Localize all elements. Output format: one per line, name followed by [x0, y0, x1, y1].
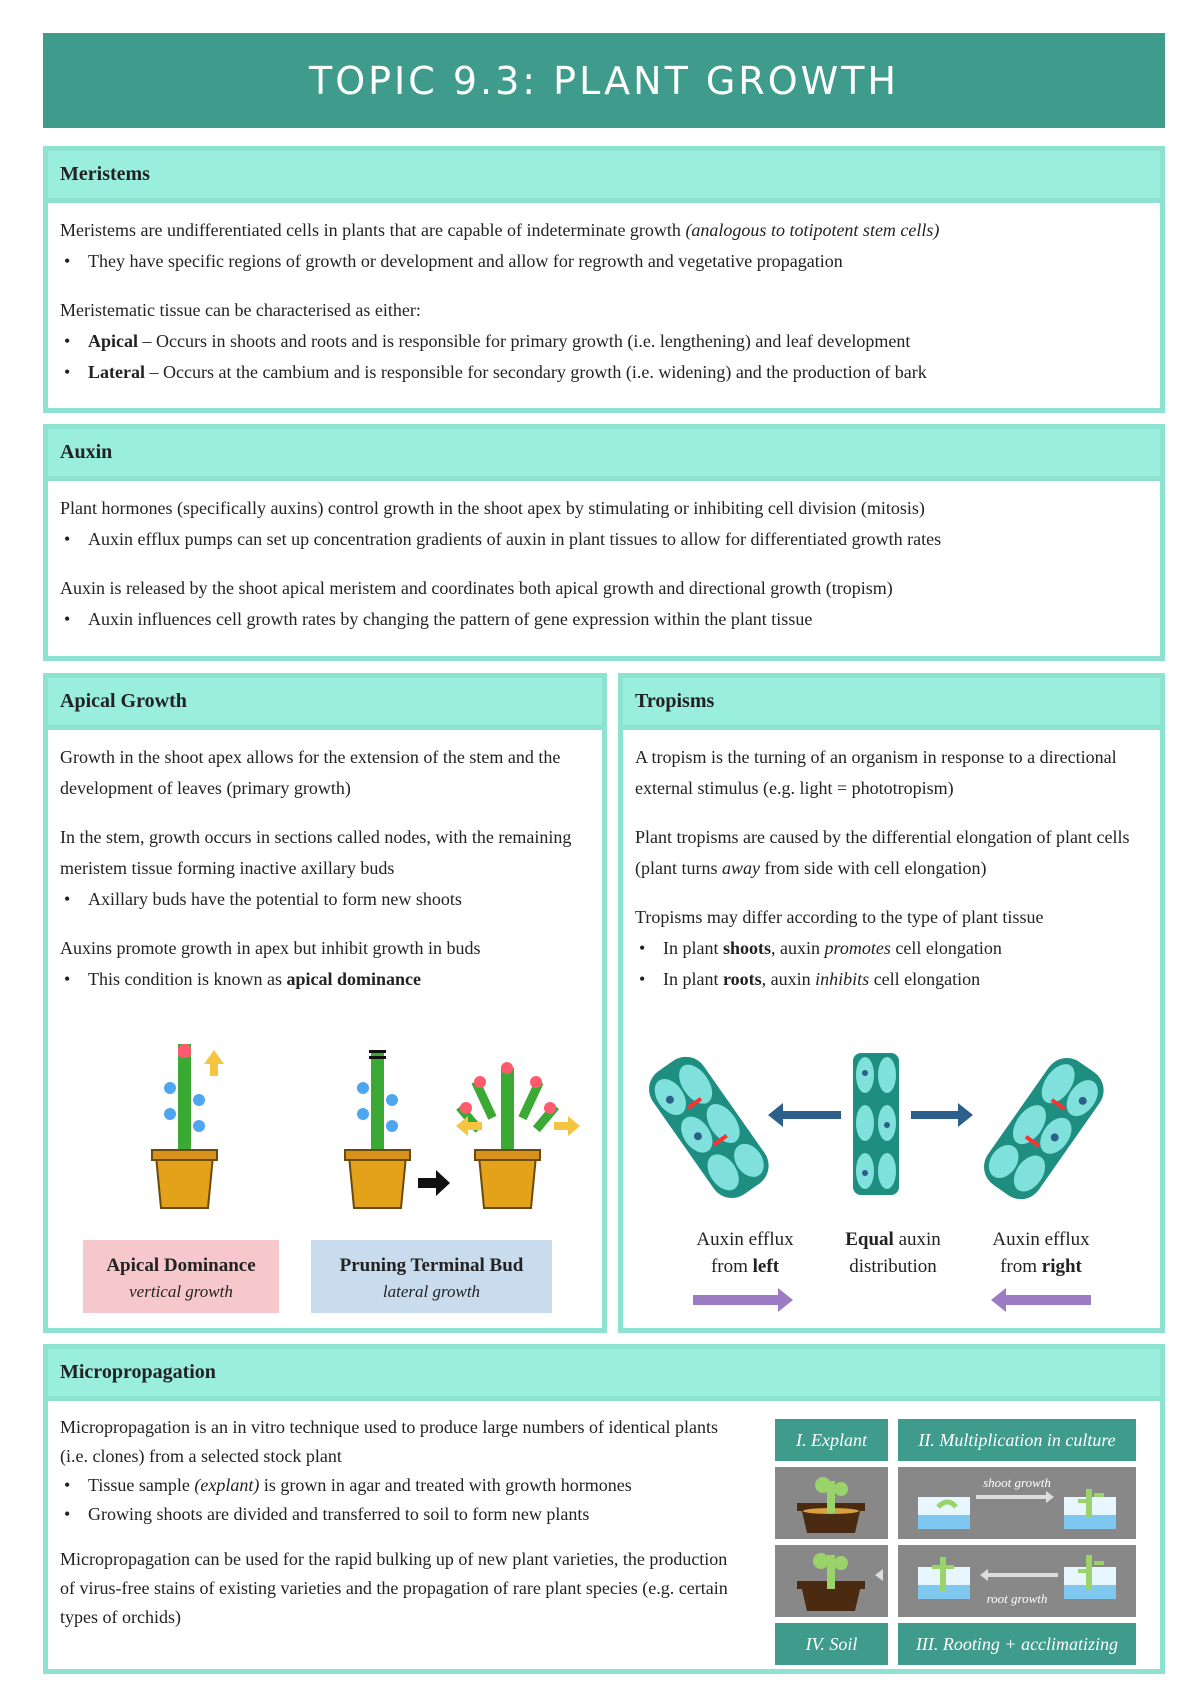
- page-title: TOPIC 9.3: PLANT GROWTH: [309, 58, 899, 103]
- auxin-bullet-1: • Auxin efflux pumps can set up concentration gradients of auxin in plant tissues to allow for differentiated growth rates: [60, 524, 1148, 555]
- arrow-right-icon: [911, 1103, 973, 1127]
- micro-bullet-1: • Tissue sample (explant) is grown in agar and treated with growth hormones: [60, 1471, 736, 1500]
- label-efflux-left: Auxin efflux from left: [696, 1229, 794, 1277]
- micro-bullet-2: • Growing shoots are divided and transferred to soil to form new plants: [60, 1500, 736, 1529]
- apical-dominance-subtitle: vertical growth: [129, 1282, 233, 1301]
- apical-p2: In the stem, growth occurs in sections called nodes, with the remaining meristem tissue forming inactive axillary buds: [60, 827, 572, 878]
- shoot-growth-label: shoot growth: [983, 1475, 1051, 1490]
- meristems-p2: Meristematic tissue can be characterised as either:: [60, 300, 421, 320]
- tropisms-panel: [618, 673, 1165, 1333]
- tropisms-bullet-roots: • In plant roots, auxin inhibits cell elongation: [635, 964, 1148, 995]
- arrow-right-icon: [418, 1170, 450, 1196]
- auxin-p2: Auxin is released by the shoot apical meristem and coordinates both apical growth and directional growth (tropism): [60, 578, 893, 598]
- pruning-terminal-bud-title: Pruning Terminal Bud: [339, 1255, 524, 1276]
- auxin-panel: [43, 424, 1165, 661]
- tropisms-bullet-shoots: • In plant shoots, auxin promotes cell elongation: [635, 933, 1148, 964]
- micropropagation-heading: Micropropagation: [48, 1349, 1160, 1401]
- apical-bullet-2: • This condition is known as apical dominance: [60, 964, 590, 995]
- label-equal-distribution: Equal auxin distribution: [845, 1229, 941, 1277]
- meristems-bullet-lateral: • Lateral – Occurs at the cambium and is responsible for secondary growth (i.e. widening) and the production of bark: [60, 357, 1148, 388]
- meristems-bullet-1: • They have specific regions of growth or development and allow for regrowth and vegetative propagation: [60, 246, 1148, 277]
- micro-p1: Micropropagation is an in vitro technique used to produce large numbers of identical plants (i.e. clones) from a selected stock plant: [60, 1417, 718, 1466]
- purple-arrows: [623, 1285, 1160, 1315]
- tropisms-p3: Tropisms may differ according to the type of plant tissue: [635, 907, 1044, 927]
- soil-image: [775, 1545, 888, 1617]
- auxin-heading: Auxin: [48, 429, 1160, 481]
- apical-p3: Auxins promote growth in apex but inhibit growth in buds: [60, 938, 481, 958]
- micro-p2: Micropropagation can be used for the rapid bulking up of new plant varieties, the production of virus-free stains of existing varieties and the propagation of rare plant species (e.g. certain types of orchids): [60, 1549, 728, 1627]
- meristems-p1: Meristems are undifferentiated cells in plants that are capable of indeterminate growth (analogous to totipotent stem cells): [60, 220, 940, 240]
- step-multiplication: II. Multiplication in culture: [898, 1419, 1136, 1461]
- cells-bent-right-icon: [975, 1049, 1112, 1207]
- step-explant: I. Explant: [775, 1419, 888, 1461]
- meristems-heading: Meristems: [48, 151, 1160, 203]
- page-title-bar: [43, 33, 1165, 128]
- root-growth-label: root growth: [986, 1591, 1048, 1606]
- step-rooting: III. Rooting + acclimatizing: [898, 1623, 1136, 1665]
- apical-growth-panel: [43, 673, 607, 1333]
- label-efflux-right: Auxin efflux from right: [992, 1229, 1090, 1277]
- step-soil: IV. Soil: [775, 1623, 888, 1665]
- apical-p1: Growth in the shoot apex allows for the extension of the stem and the development of leaves (primary growth): [60, 747, 561, 798]
- cells-bent-left-icon: [640, 1048, 777, 1206]
- multiplication-image: [898, 1467, 1136, 1539]
- tropisms-p2: Plant tropisms are caused by the differential elongation of plant cells (plant turns away from side with cell elongation): [635, 827, 1130, 878]
- tropism-cells-illustration: [623, 1043, 1160, 1213]
- meristems-panel: [43, 146, 1165, 413]
- cells-equal-icon: [853, 1053, 899, 1195]
- explant-image: [775, 1467, 888, 1539]
- plant-pruned-icon: [345, 1050, 410, 1208]
- apical-dominance-illustration: [48, 1038, 602, 1238]
- rooting-image: [898, 1545, 1136, 1617]
- micropropagation-panel: [43, 1344, 1165, 1674]
- arrow-left-icon: [768, 1103, 841, 1127]
- tropisms-p1: A tropism is the turning of an organism in response to a directional external stimulus (e.g. light = phototropism): [635, 747, 1117, 798]
- auxin-p1: Plant hormones (specifically auxins) control growth in the shoot apex by stimulating or inhibiting cell division (mitosis): [60, 498, 925, 518]
- tropisms-heading: Tropisms: [623, 678, 1160, 730]
- pruning-terminal-bud-subtitle: lateral growth: [382, 1282, 481, 1301]
- arrow-left-purple-icon: [991, 1288, 1091, 1312]
- plant-bushy-icon: [456, 1062, 580, 1208]
- auxin-bullet-2: • Auxin influences cell growth rates by changing the pattern of gene expression within the plant tissue: [60, 604, 1148, 635]
- meristems-bullet-apical: • Apical – Occurs in shoots and roots and is responsible for primary growth (i.e. lengthening) and leaf development: [60, 326, 1148, 357]
- apical-bullet-1: • Axillary buds have the potential to form new shoots: [60, 884, 590, 915]
- apical-dominance-title: Apical Dominance: [106, 1255, 256, 1276]
- arrow-right-purple-icon: [693, 1288, 793, 1312]
- apical-growth-heading: Apical Growth: [48, 678, 602, 730]
- apical-dominance-box: [83, 1240, 279, 1313]
- pruning-terminal-bud-box: [311, 1240, 552, 1313]
- plant-intact-icon: [152, 1044, 224, 1208]
